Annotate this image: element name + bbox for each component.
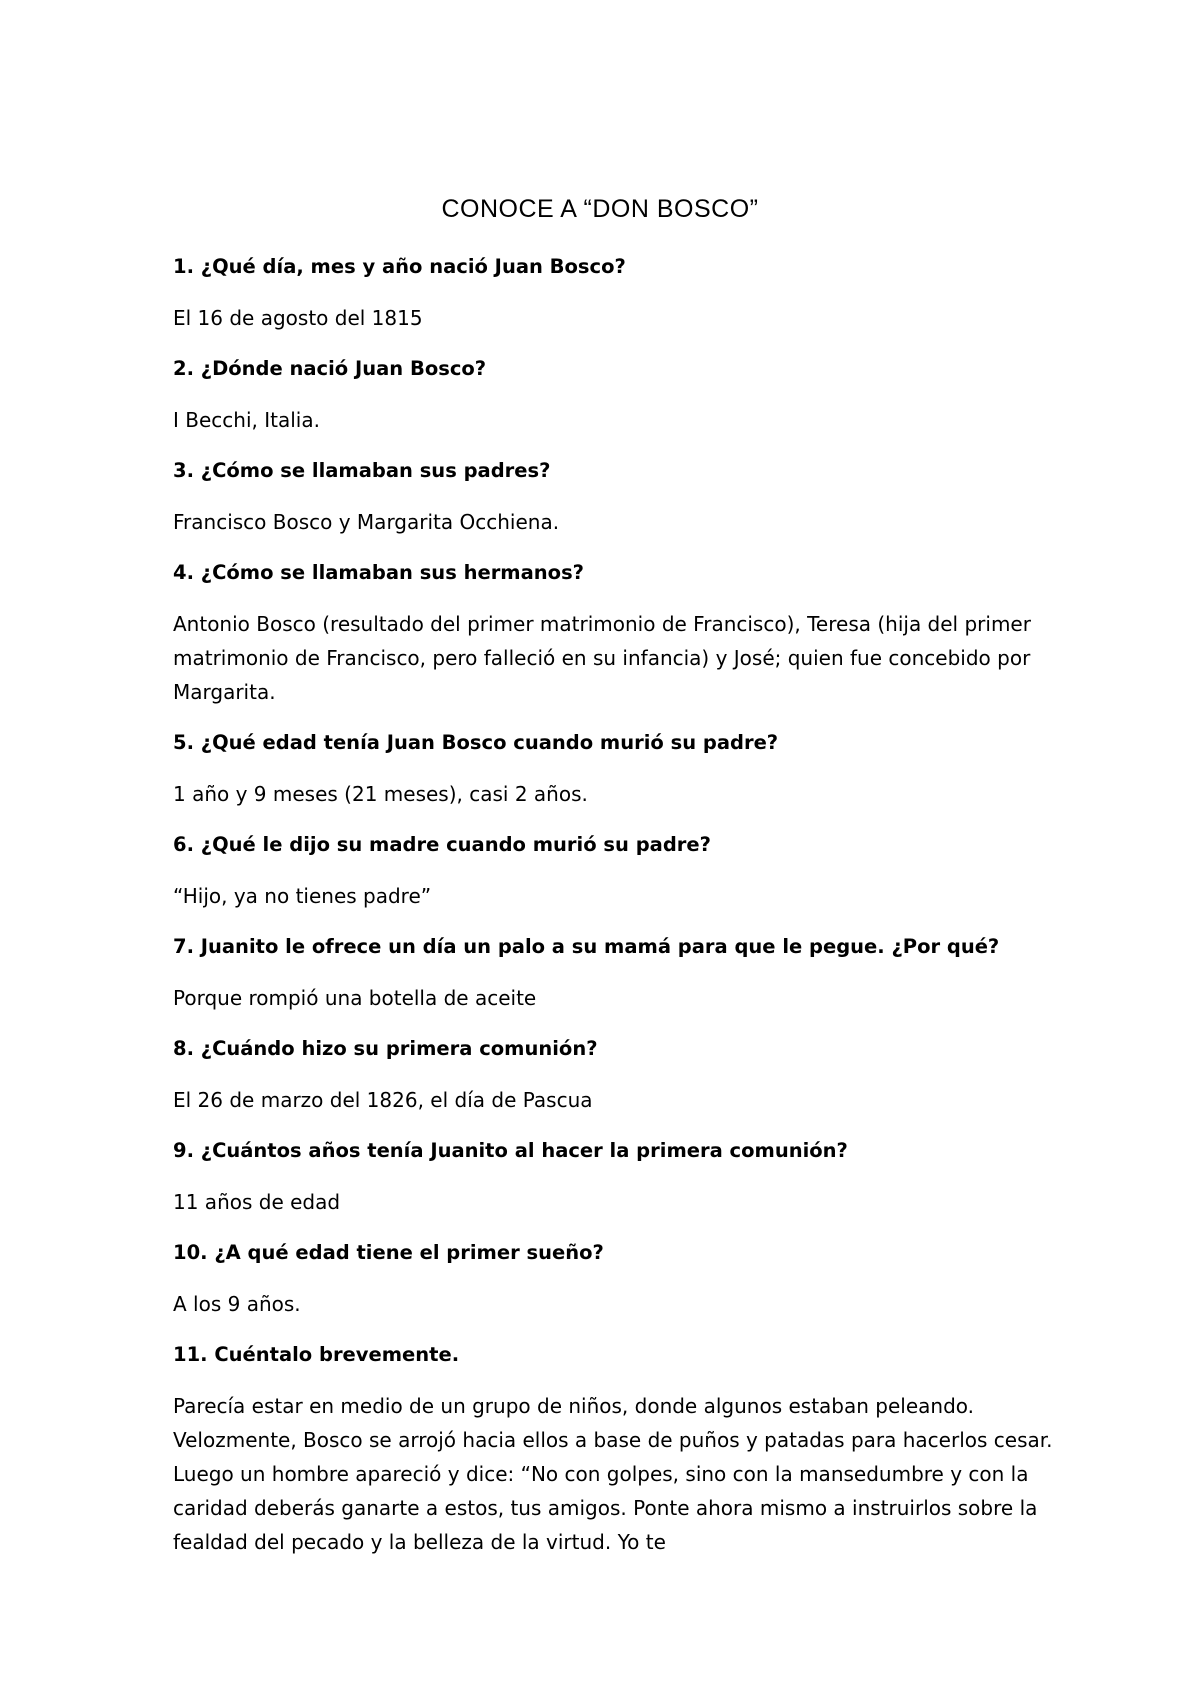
qa-list [173,250,1053,1576]
question-7: 7. Juanito le ofrece un día un palo a su mamá para que le pegue. ¿Por qué? [173,935,1000,958]
question-8: 8. ¿Cuándo hizo su primera comunión? [173,1037,598,1060]
answer-11: Parecía estar en medio de un grupo de niños, donde algunos estaban peleando. Velozmente, Bosco se arrojó hacia ellos a base de puños y patadas para hacerlos cesar. Luego un hombre apareció y dice: “No con golpes, sino con la mansedumbre y con la caridad deberás ganarte a estos, tus amigos. Ponte ahora mismo a instruirlos sobre la fealdad del pecado y la belleza de la virtud. Yo te [173,1394,1053,1554]
question-1: 1. ¿Qué día, mes y año nació Juan Bosco? [173,255,626,278]
question-11: 11. Cuéntalo brevemente. [173,1343,460,1366]
question-5: 5. ¿Qué edad tenía Juan Bosco cuando murió su padre? [173,731,779,754]
answer-5: 1 año y 9 meses (21 meses), casi 2 años. [173,782,588,806]
question-3: 3. ¿Cómo se llamaban sus padres? [173,459,551,482]
question-10: 10. ¿A qué edad tiene el primer sueño? [173,1241,604,1264]
question-4: 4. ¿Cómo se llamaban sus hermanos? [173,561,584,584]
page-title: CONOCE A “DON BOSCO” [441,195,759,223]
answer-9: 11 años de edad [173,1190,341,1214]
answer-4: Antonio Bosco (resultado del primer matrimonio de Francisco), Teresa (hija del primer matrimonio de Francisco, pero falleció en su infancia) y José; quien fue concebido por Margarita. [173,612,1031,704]
question-6: 6. ¿Qué le dijo su madre cuando murió su padre? [173,833,711,856]
answer-3: Francisco Bosco y Margarita Occhiena. [173,510,560,534]
answer-7: Porque rompió una botella de aceite [173,986,537,1010]
answer-10: A los 9 años. [173,1292,301,1316]
question-2: 2. ¿Dónde nació Juan Bosco? [173,357,487,380]
answer-1: El 16 de agosto del 1815 [173,306,423,330]
answer-2: I Becchi, Italia. [173,408,320,432]
answer-6: “Hijo, ya no tienes padre” [173,884,432,908]
answer-8: El 26 de marzo del 1826, el día de Pascua [173,1088,593,1112]
question-9: 9. ¿Cuántos años tenía Juanito al hacer la primera comunión? [173,1139,848,1162]
